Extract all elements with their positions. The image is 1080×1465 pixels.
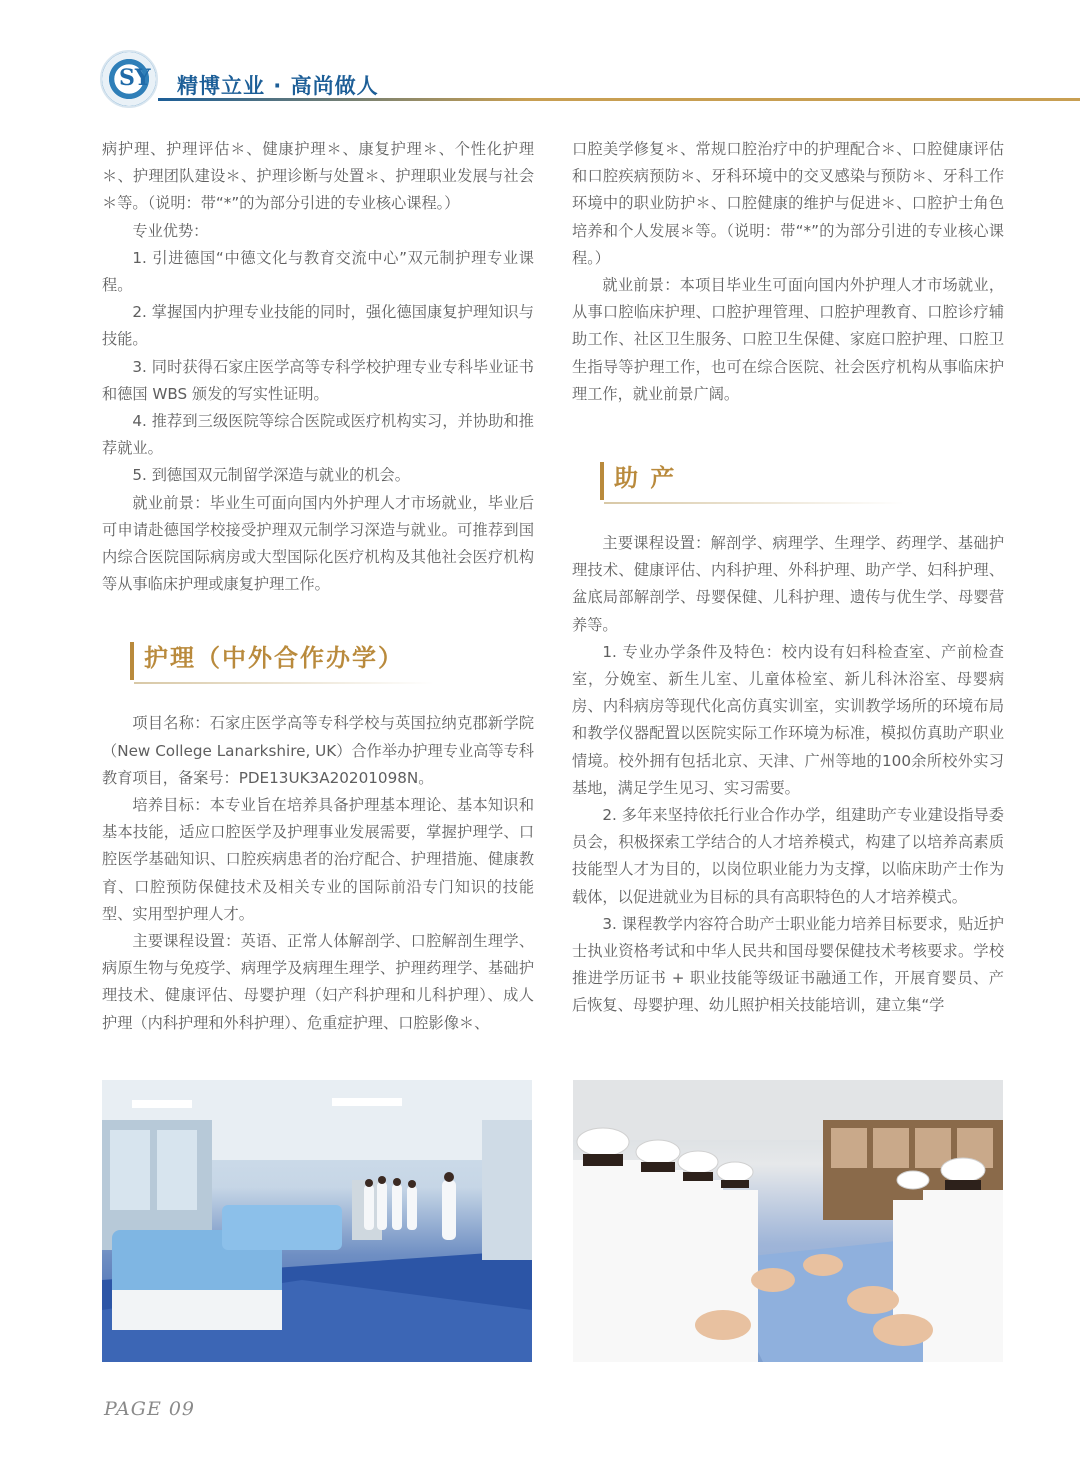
paragraph: 2. 多年来坚持依托行业合作办学，组建助产专业建设指导委员会，积极探索工学结合的人才培养模式，构建了以培养高素质技能型人才为目的，以岗位职业能力为支撑，以临床助产士作为载体，以促进就业为目标的具有高职特色的人才培养模式。 — [572, 806, 1004, 906]
header-divider — [158, 98, 1080, 101]
section-heading-nursing-cooperative — [102, 632, 534, 692]
school-motto: 精博立业 · 高尚做人 — [177, 74, 379, 98]
page-header — [0, 0, 1080, 130]
heading-accent-bar — [130, 642, 134, 680]
section-title: 助 产 — [614, 464, 677, 493]
paragraph: 就业前景：本项目毕业生可面向国内外护理人才市场就业，从事口腔临床护理、口腔护理管理、口腔护理教育、口腔诊疗辅助工作、社区卫生服务、口腔卫生保健、家庭口腔护理、口腔卫生指导等护理工作，也可在综合医院、社会医疗机构从事临床护理工作，就业前景广阔。 — [572, 276, 1004, 403]
page-number: PAGE 09 — [104, 1398, 196, 1420]
paragraph: 专业优势： — [132, 221, 209, 240]
section-title: 护理（中外合作办学） — [144, 644, 404, 673]
school-logo — [100, 50, 158, 108]
heading-underline — [604, 502, 904, 504]
heading-underline — [134, 682, 434, 684]
paragraph: 3. 课程教学内容符合助产士职业能力培养目标要求，贴近护士执业资格考试和中华人民共和国母婴保健技术考核要求。学校推进学历证书 + 职业技能等级证书融通工作，开展育婴员、产后恢复、母婴护理、幼儿照护相关技能培训，建立集“学 — [572, 914, 1004, 1015]
paragraph: 4. 推荐到三级医院等综合医院或医疗机构实习，并协助和推荐就业。 — [102, 412, 534, 458]
paragraph: 2. 掌握国内护理专业技能的同时，强化德国康复护理知识与技能。 — [102, 303, 534, 349]
paragraph: 就业前景：毕业生可面向国内外护理人才市场就业，毕业后可申请赴德国学校接受护理双元制学习深造与就业。可推荐到国内综合医院国际病房或大型国际化医疗机构及其他社会医疗机构等从事临床护理或康复护理工作。 — [102, 493, 534, 594]
logo-emblem-icon: SY — [119, 65, 151, 91]
paragraph: 培养目标：本专业旨在培养具备护理基本理论、基本知识和基本技能，适应口腔医学及护理事业发展需要，掌握护理学、口腔医学基础知识、口腔疾病患者的治疗配合、护理措施、健康教育、口腔预防保健技术及相关专业的国际前沿专门知识的技能型、实用型护理人才。 — [102, 796, 534, 923]
right-column — [572, 136, 1004, 1020]
paragraph: 主要课程设置：英语、正常人体解剖学、口腔解剖生理学、病原生物与免疫学、病理学及病理生理学、护理药理学、基础护理技术、健康评估、母婴护理（妇产科护理和儿科护理）、成人护理（内科护理和外科护理）、危重症护理、口腔影像＊、 — [102, 932, 534, 1032]
ward-scene-illustration — [102, 1080, 532, 1362]
paragraph: 1. 专业办学条件及特色：校内设有妇科检查室、产前检查室，分娩室、新生儿室、儿童体检室、新儿科沐浴室、母婴病房、内科病房等现代化高仿真实训室，实训教学场所的环境布局和教学仪器配置以医院实际工作环境为标准，模拟仿真助产职业情境。校外拥有包括北京、天津、广州等地的100余所校外实习基地，满足学生见习、实习需要。 — [572, 642, 1004, 797]
paragraph: 病护理、护理评估＊、健康护理＊、康复护理＊、个性化护理＊、护理团队建设＊、护理诊断与处置＊、护理职业发展与社会＊等。（说明：带“*”的为部分引进的专业核心课程。） — [102, 140, 534, 213]
paragraph: 口腔美学修复＊、常规口腔治疗中的护理配合＊、口腔健康评估和口腔疾病预防＊、牙科环境中的交叉感染与预防＊、牙科工作环境中的职业防护＊、口腔健康的维护与促进＊、口腔护士角色培养和个人发展＊等。（说明：带“*”的为部分引进的专业核心课程。） — [572, 140, 1004, 267]
paragraph: 主要课程设置：解剖学、病理学、生理学、药理学、基础护理技术、健康评估、内科护理、外科护理、助产学、妇科护理、盆底局部解剖学、母婴保健、儿科护理、遗传与优生学、母婴营养等。 — [572, 534, 1004, 634]
heading-accent-bar — [600, 462, 604, 500]
left-column — [102, 136, 534, 1037]
paragraph: 5. 到德国双元制留学深造与就业的机会。 — [132, 466, 410, 485]
section-heading-midwifery — [572, 452, 1004, 512]
midwifery-practice-photo — [573, 1080, 1003, 1362]
practice-scene-illustration — [573, 1080, 1003, 1362]
paragraph: 1. 引进德国“中德文化与教育交流中心”双元制护理专业课程。 — [102, 248, 534, 295]
paragraph: 项目名称：石家庄医学高等专科学校与英国拉纳克郡新学院（New College Lanarkshire, UK）合作举办护理专业高等专科教育项目，备案号：PDE13UK3A20201098N。 — [102, 714, 534, 787]
ward-training-photo — [102, 1080, 532, 1362]
paragraph: 3. 同时获得石家庄医学高等专科学校护理专业专科毕业证书和德国 WBS 颁发的写实性证明。 — [102, 357, 534, 403]
